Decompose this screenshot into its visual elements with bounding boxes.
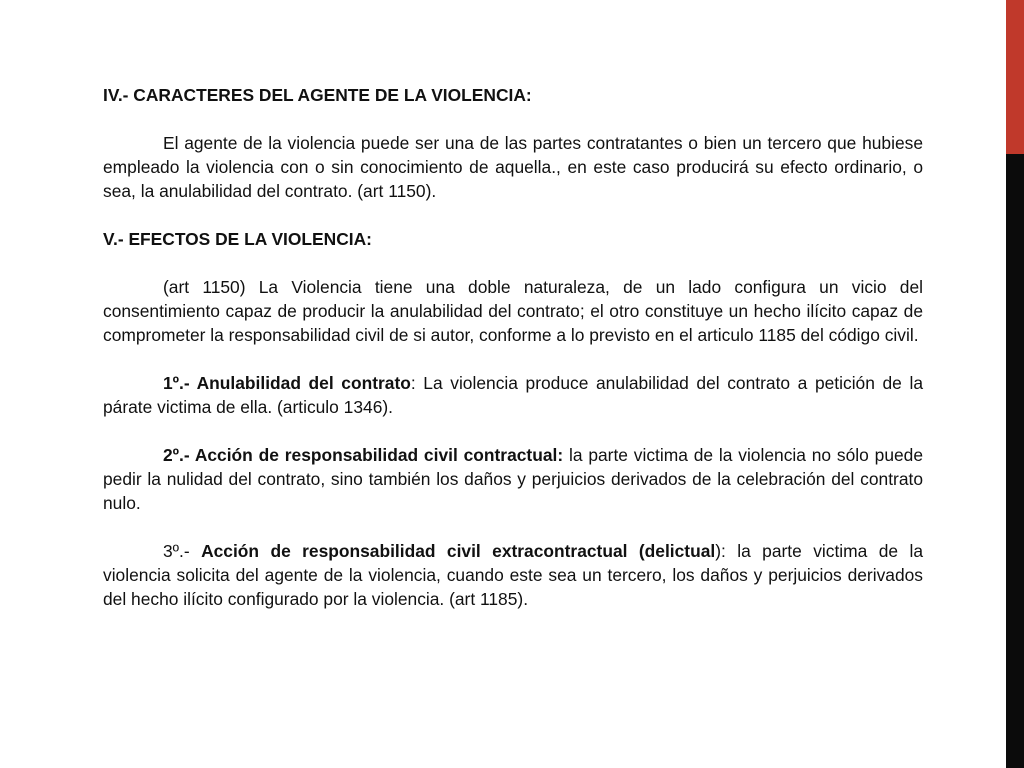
item-3-paragraph (103, 539, 923, 611)
item-1-title: 1º.- Anulabilidad del contrato (163, 373, 411, 393)
document-body (103, 83, 923, 611)
section-4-heading: IV.- CARACTERES DEL AGENTE DE LA VIOLENCIA: (103, 85, 532, 105)
section-4-paragraph: El agente de la violencia puede ser una de las partes contratantes o bien un tercero que hubiese empleado la violencia con o sin conocimiento de aquella., en este caso producirá su efecto ordinario, o sea, la anulabilidad del contrato. (art 1150). (103, 133, 923, 201)
item-2-paragraph (103, 443, 923, 515)
item-3-title-part1: Acción (201, 541, 260, 561)
item-1-text: : La violencia produce anulabilidad del contrato a petición de la párate victima de ella. (articulo 1346). (103, 373, 923, 417)
item-3-text: ): la parte victima de la violencia solicita del agente de la violencia, cuando este sea un tercero, los daños y perjuicios derivados del hecho ilícito configurado por la violencia. (art 1185). (103, 541, 923, 609)
item-2-text: la parte victima de la violencia no sólo puede pedir la nulidad del contrato, sino también los daños y perjuicios derivados de la celebración del contrato nulo. (103, 445, 924, 513)
item-3-number: 3º.- (163, 541, 202, 561)
section-5-heading: V.- EFECTOS DE LA VIOLENCIA: (103, 229, 372, 249)
side-accent-bar (1006, 0, 1024, 768)
side-accent-bar-black (1006, 154, 1024, 768)
item-1-paragraph (103, 371, 923, 419)
side-accent-bar-red (1006, 0, 1024, 154)
section-5-paragraph: (art 1150) La Violencia tiene una doble naturaleza, de un lado configura un vicio del consentimiento capaz de producir la anulabilidad del contrato; el otro constituye un hecho ilícito capaz de comprometer la responsabilidad civil de si autor, conforme a lo previsto en el articulo 1185 del código civil. (103, 277, 923, 345)
item-3-title-part2: de responsabilidad civil extracontractual (delictual (259, 541, 716, 561)
item-2-title: 2º.- Acción de responsabilidad civil contractual: (163, 445, 564, 465)
